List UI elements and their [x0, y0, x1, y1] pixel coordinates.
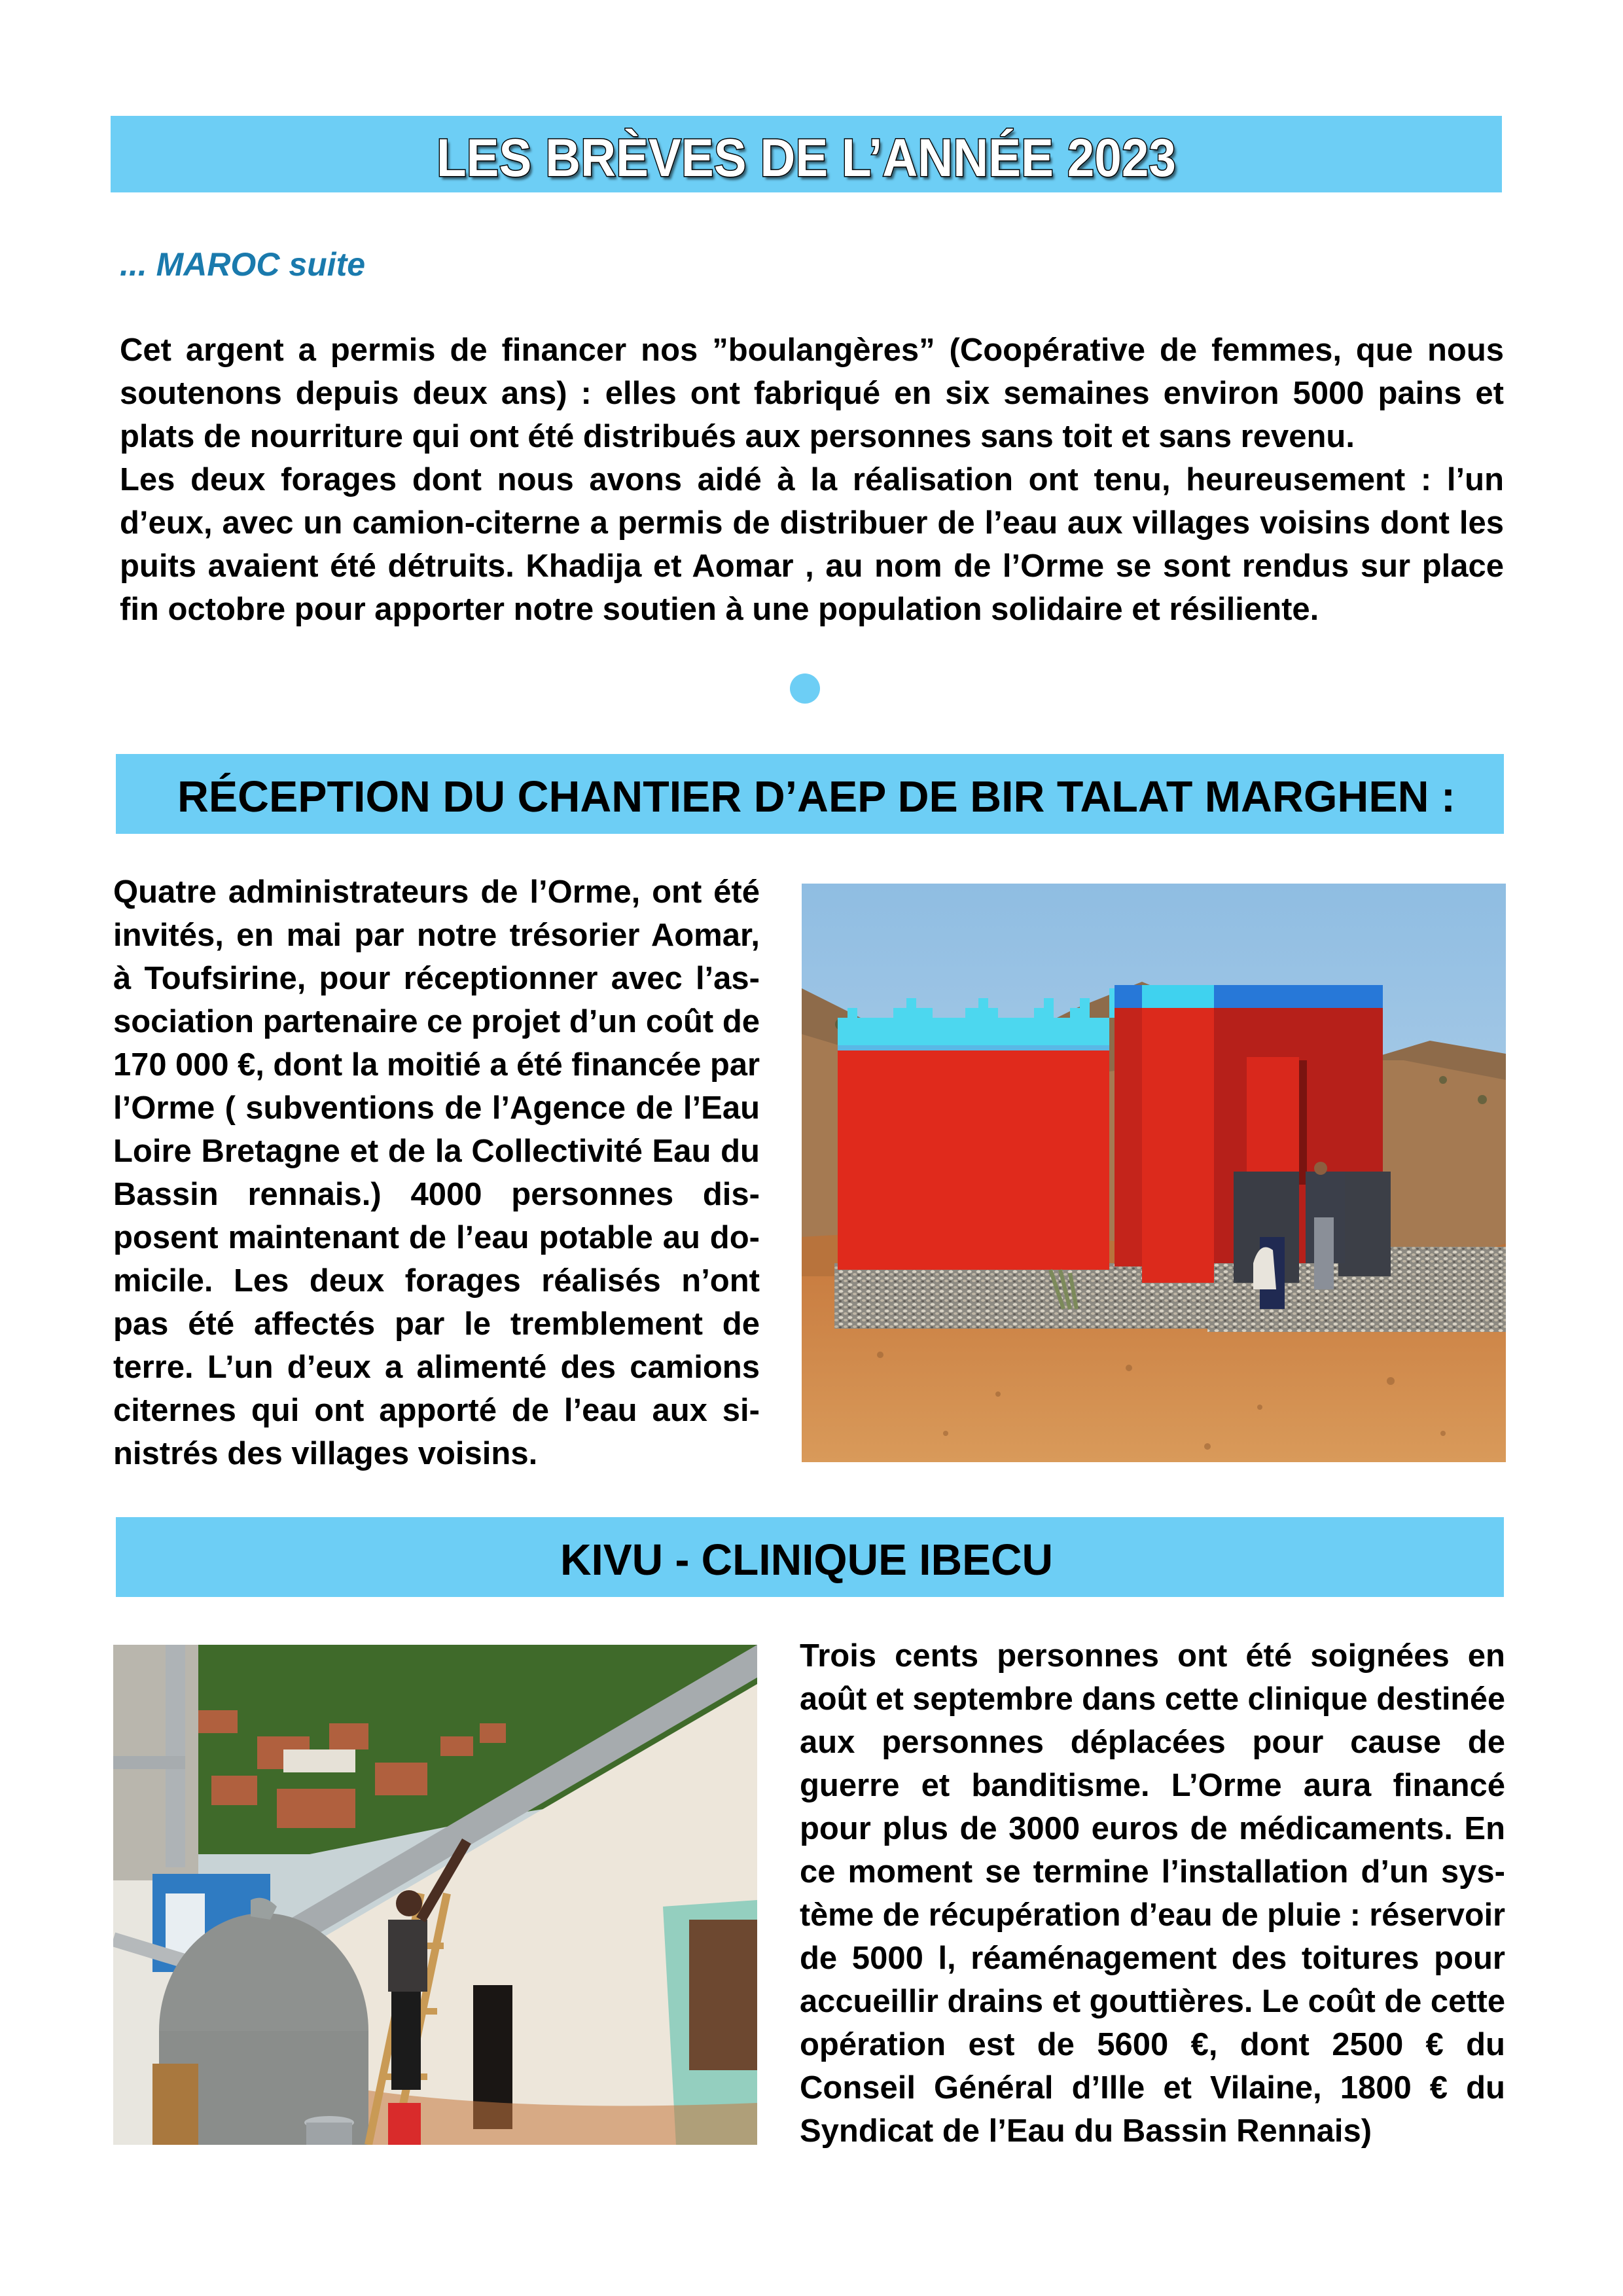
photo-red-water-building — [802, 884, 1506, 1462]
paragraph-line: soutenons depuis deux ans) : elles ont fabriqué en six semaines environ 5000 pains et — [120, 376, 1504, 411]
aep-paragraph — [113, 870, 760, 1475]
paragraph-line: Quatre administrateurs de l’Orme, ont été — [113, 874, 760, 910]
paragraph-line: Syndicat de l’Eau du Bassin Rennais) — [800, 2113, 1372, 2149]
section-title-kivu: KIVU - CLINIQUE IBECU — [560, 1535, 1053, 1585]
paragraph-line: micile. Les deux forages réalisés n’ont — [113, 1263, 760, 1299]
section-banner-kivu — [116, 1517, 1504, 1597]
paragraph-line: puits avaient été détruits. Khadija et Aomar , au nom de l’Orme se sont rendus sur place — [120, 548, 1504, 584]
paragraph-line: plats de nourriture qui ont été distribués aux personnes sans toit et sans revenu. — [120, 419, 1355, 454]
paragraph-line: août et septembre dans cette clinique destinée — [800, 1681, 1505, 1717]
paragraph-line: ce moment se termine l’installation d’un sys- — [800, 1854, 1505, 1890]
kivu-paragraph — [800, 1634, 1505, 2153]
paragraph-line: opération est de 5600 €, dont 2500 € du — [800, 2027, 1505, 2062]
paragraph-line: d’eux, avec un camion-citerne a permis de distribuer de l’eau aux villages voisins dont les — [120, 505, 1504, 541]
paragraph-line: aux personnes déplacées pour cause de — [800, 1725, 1505, 1760]
maroc-paragraph — [120, 329, 1504, 631]
paragraph-line: posent maintenant de l’eau potable au do- — [113, 1220, 760, 1255]
paragraph-line: citernes qui ont apporté de l’eau aux si- — [113, 1393, 760, 1428]
section-subhead-maroc: ... MAROC suite — [120, 246, 366, 283]
paragraph-line: Conseil Général d’Ille et Vilaine, 1800 € du — [800, 2070, 1505, 2106]
paragraph-line: Cet argent a permis de financer nos ”boulangères” (Coopérative de femmes, que nous — [120, 332, 1504, 368]
circle-bullet-icon — [790, 673, 820, 704]
paragraph-line: accueillir drains et gouttières. Le coût de cette — [800, 1984, 1505, 2019]
paragraph-line: Bassin rennais.) 4000 personnes dis- — [113, 1177, 760, 1212]
paragraph-line: à Toufsirine, pour réceptionner avec l’as- — [113, 961, 760, 996]
paragraph-line: de 5000 l, réaménagement des toitures pour — [800, 1941, 1505, 1976]
paragraph-line: tème de récupération d’eau de pluie : réservoir — [800, 1897, 1505, 1933]
paragraph-line: guerre et banditisme. L’Orme aura financé — [800, 1768, 1505, 1803]
paragraph-line: Les deux forages dont nous avons aidé à la réalisation ont tenu, heureusement : l’un — [120, 462, 1504, 497]
paragraph-line: pour plus de 3000 euros de médicaments. En — [800, 1811, 1505, 1846]
paragraph-line: pas été affectés par le tremblement de — [113, 1306, 760, 1342]
section-title-aep: RÉCEPTION DU CHANTIER D’AEP DE BIR TALAT MARGHEN : — [177, 772, 1455, 821]
paragraph-line: sociation partenaire ce projet d’un coût de — [113, 1004, 760, 1039]
header-banner — [111, 116, 1502, 192]
paragraph-line: invités, en mai par notre trésorier Aomar, — [113, 918, 760, 953]
photo-clinic-gutter-install — [113, 1645, 757, 2145]
paragraph-line: terre. L’un d’eux a alimenté des camions — [113, 1350, 760, 1385]
paragraph-line: 170 000 €, dont la moitié a été financée par — [113, 1047, 760, 1083]
section-banner-aep — [116, 754, 1504, 834]
paragraph-line: Trois cents personnes ont été soignées en — [800, 1638, 1505, 1674]
paragraph-line: fin octobre pour apporter notre soutien à une population solidaire et résiliente. — [120, 592, 1319, 627]
page-title: LES BRÈVES DE L’ANNÉE 2023 — [437, 128, 1176, 188]
paragraph-line: nistrés des villages voisins. — [113, 1436, 538, 1471]
paragraph-line: l’Orme ( subventions de l’Agence de l’Eau — [113, 1090, 760, 1126]
paragraph-line: Loire Bretagne et de la Collectivité Eau du — [113, 1134, 760, 1169]
